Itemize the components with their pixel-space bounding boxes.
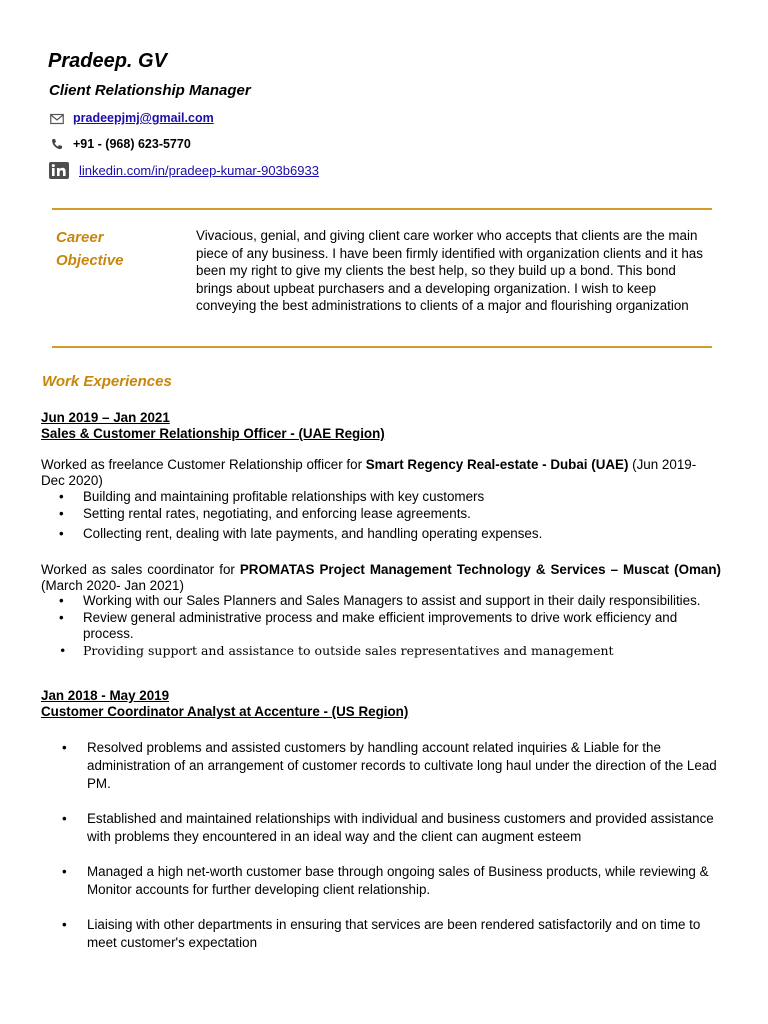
phone-icon — [50, 137, 64, 151]
career-label-line2: Objective — [56, 252, 124, 269]
job2-date: Jan 2018 - May 2019 — [41, 688, 170, 703]
job1-sub1-intro-post: (Jun 2019- Dec 2020) — [41, 457, 697, 488]
phone-number: +91 - (968) 623-5770 — [73, 137, 191, 151]
linkedin-link[interactable]: linkedin.com/in/pradeep-kumar-903b6933 — [79, 163, 319, 178]
list-item: • Setting rental rates, negotiating, and enforcing lease agreements. — [41, 506, 721, 522]
list-item: • Resolved problems and assisted customers by handling account related inquiries & Liable for the administration of an arrangement of customer records to cultivate long haul under the direction of the Lead PM. — [41, 739, 725, 793]
list-item: • Managed a high net-worth customer base through ongoing sales of Business products, while reviewing & Monitor accounts for further developing client relationship. — [41, 863, 725, 899]
candidate-title: Client Relationship Manager — [49, 82, 251, 99]
list-item: • Collecting rent, dealing with late payments, and handling operating expenses. — [41, 526, 721, 542]
work-experiences-heading: Work Experiences — [42, 373, 172, 390]
envelope-icon — [50, 112, 64, 126]
career-label-line1: Career — [56, 229, 104, 246]
job1-sub1-bullets — [41, 489, 721, 542]
career-objective-label — [56, 226, 124, 272]
list-item: • Liaising with other departments in ensuring that services are been rendered satisfactorily and on time to meet customer's expectation — [41, 916, 725, 952]
job1-role: Sales & Customer Relationship Officer - (UAE Region) — [41, 426, 385, 441]
job2-role: Customer Coordinator Analyst at Accenture - (US Region) — [41, 704, 409, 719]
divider-top — [52, 208, 712, 210]
list-item: • Providing support and assistance to outside sales representatives and management — [41, 643, 721, 659]
job1-sub1-intro — [41, 457, 721, 489]
career-objective-text: Vivacious, genial, and giving client care worker who accepts that clients are the main piece of any business. I have been firmly identified with organization clients and it has been my right to give my clients the best help, so they build up a bond. This bond brings about upbeat purchasers and a developing organization. I wish to keep conveying the best administrations to clients of a major and flourishing organization — [196, 228, 703, 314]
job1-date: Jun 2019 – Jan 2021 — [41, 410, 170, 425]
job1-sub1-company: Smart Regency Real-estate - Dubai (UAE) — [365, 457, 629, 472]
list-item: • Working with our Sales Planners and Sales Managers to assist and support in their daily responsibilities. — [41, 593, 721, 609]
job2-bullets — [41, 739, 725, 952]
job1-sub2-company: PROMATAS Project Management Technology & Services – Muscat (Oman) — [239, 562, 721, 577]
job1-sub2-intro — [41, 562, 721, 594]
list-item: • Review general administrative process and make efficient improvements to drive work efficiency and process. — [41, 610, 721, 642]
job1-sub2-intro-pre: Worked as sales coordinator for — [41, 562, 240, 577]
job1-sub2-intro-post: (March 2020- Jan 2021) — [41, 578, 184, 593]
email-link[interactable]: pradeepjmj@gmail.com — [73, 111, 214, 125]
linkedin-icon[interactable] — [49, 162, 69, 179]
candidate-name: Pradeep. GV — [48, 50, 167, 72]
list-item: • Building and maintaining profitable relationships with key customers — [41, 489, 721, 505]
list-item: • Established and maintained relationships with individual and business customers and provided assistance with problems they encountered in an ideal way and the client can augment esteem — [41, 810, 725, 846]
job1-sub2-bullets — [41, 593, 721, 659]
divider-bottom — [52, 346, 712, 348]
job1-sub1-intro-pre: Worked as freelance Customer Relationship officer for — [41, 457, 366, 472]
